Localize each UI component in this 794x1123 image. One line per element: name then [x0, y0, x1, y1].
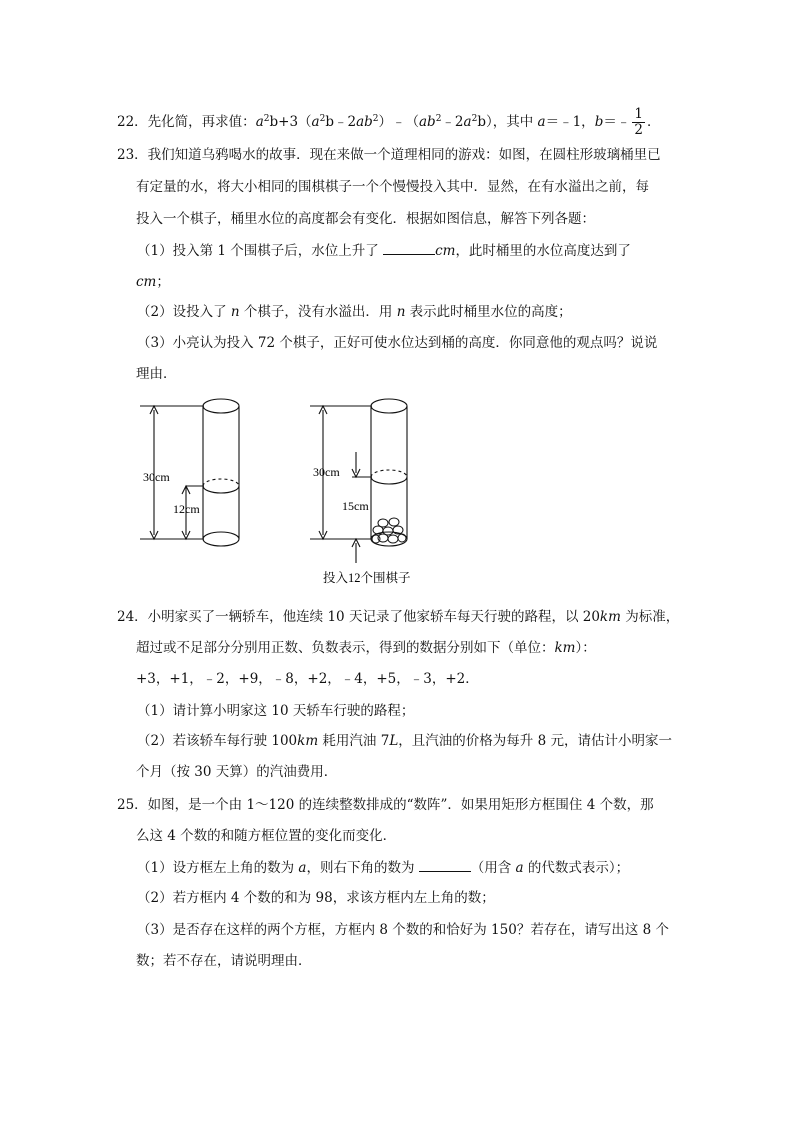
q25-line-1: 25．如图，是一个由 1～120 的连续整数排成的“数阵”．如果用矩形方框围住 4 个数，那	[117, 797, 654, 813]
q24-data: +3，+1，﹣2，+9，﹣8，+2，﹣4，+5，﹣3，+2．	[136, 671, 479, 687]
right-cylinder-base-back	[371, 532, 407, 539]
q25-part-3: （3）是否存在这样的两个方框，方框内 8 个数的和恰好为 150？若存在，请写出这 8 个	[137, 922, 669, 938]
answer-blank[interactable]	[419, 857, 471, 872]
q23-part-3: （3）小亮认为投入 72 个棋子，正好可使水位达到桶的高度．你同意他的观点吗？说说	[137, 335, 658, 351]
q23-part-1: （1）投入第 1 个围棋子后，水位上升了 cm，此时桶里的水位高度达到了	[137, 240, 631, 261]
q24-line-2: 超过或不足部分分别用正数、负数表示，得到的数据分别如下（单位：km）：	[136, 640, 596, 656]
left-cylinder-base-front	[203, 539, 239, 546]
q25-line-2: 么这 4 个数的和随方框位置的变化而变化．	[136, 828, 397, 844]
right-height-arrowheads	[319, 406, 327, 539]
left-height-label: 30cm	[143, 470, 170, 484]
q25-part-2: （2）若方框内 4 个数的和为 98，求该方框内左上角的数；	[137, 890, 495, 906]
figure-caption: 投入12个围棋子	[323, 571, 411, 585]
right-cylinder-base-front	[371, 539, 407, 546]
left-water-arrowheads	[182, 486, 190, 539]
q23-part-1-cont: cm；	[136, 274, 170, 290]
q22-prefix: 22．先化简，再求值：	[117, 114, 256, 130]
left-height-arrowheads	[150, 406, 158, 539]
left-water-label: 12cm	[173, 502, 200, 516]
q23-line-2: 有定量的水，将大小相同的围棋棋子一个个慢慢投入其中．显然，在有水溢出之前，每	[136, 179, 649, 195]
q25-part-1: （1）设方框左上角的数为 a，则右下角的数为 （用含 a 的代数式表示）；	[137, 857, 629, 878]
right-height-label: 30cm	[313, 465, 340, 479]
q25-part-3-cont: 数；若不存在，请说明理由．	[136, 953, 312, 969]
q22-line: 22．先化简，再求值：$a^2b+3(a^2b﹣2ab^2)﹣(ab^2﹣2a^2b)$，其中 a＝﹣1，b＝﹣ $\frac{1}{2}$ ．	[117, 106, 661, 138]
fraction-one-half: $\frac{1}{2}$	[634, 106, 643, 138]
q24-part-2: （2）若该轿车每行驶 100km 耗用汽油 7L，且汽油的价格为每升 8 元，请估计小明家一	[137, 733, 672, 749]
left-cylinder-base-back	[203, 532, 239, 539]
q24-line-1: 24．小明家买了一辆轿车，他连续 10 天记录了他家轿车每天行驶的路程，以 20km 为标准，	[117, 609, 680, 625]
right-water-surface-back	[371, 470, 407, 477]
q24-part-1: （1）请计算小明家这 10 天轿车行驶的路程；	[137, 703, 415, 719]
right-water-surface-front	[371, 477, 407, 484]
q23-part-2: （2）设投入了 n 个棋子，没有水溢出．用 n 表示此时桶里水位的高度；	[137, 304, 572, 320]
right-water-top-arrowhead	[352, 469, 360, 477]
left-water-surface-back	[203, 479, 239, 486]
q24-part-2-cont: 个月（按 30 天算）的汽油费用．	[136, 764, 338, 780]
left-cylinder-top	[203, 399, 239, 413]
q23-part-3-cont: 理由．	[136, 366, 177, 382]
go-stones	[372, 518, 406, 543]
q23-line-3: 投入一个棋子，桶里水位的高度都会有变化．根据如图信息，解答下列各题：	[136, 211, 595, 227]
left-water-surface-front	[203, 486, 239, 493]
right-cylinder-top	[371, 399, 407, 413]
right-water-label: 15cm	[342, 499, 369, 513]
q23-line-1: 23．我们知道乌鸦喝水的故事．现在来做一个道理相同的游戏：如图，在圆柱形玻璃桶里已	[117, 147, 661, 163]
right-water-bottom-arrowhead	[352, 539, 360, 547]
answer-blank[interactable]	[383, 240, 435, 255]
